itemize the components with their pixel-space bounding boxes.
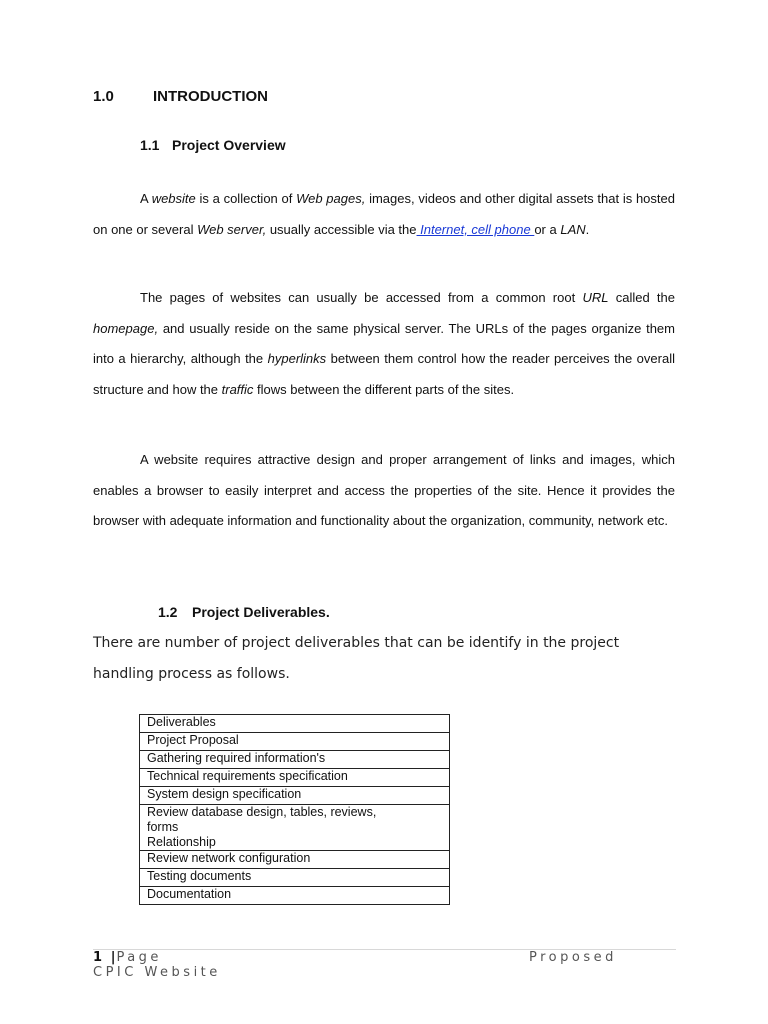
table-cell: Documentation (140, 887, 450, 905)
internet-cell-phone-link[interactable]: Internet, cell phone (416, 221, 535, 237)
subsection-number: 1.2 (158, 604, 178, 620)
table-row (140, 733, 450, 751)
table-cell-line: Review database design, tables, reviews, (147, 805, 377, 819)
deliverables-table (139, 714, 450, 905)
table-cell: System design specification (140, 787, 450, 805)
table-cell: Gathering required information's (140, 751, 450, 769)
subsection-heading-deliverables (158, 604, 330, 620)
table-header-row (140, 715, 450, 733)
table-row (140, 787, 450, 805)
table-cell: Testing documents (140, 869, 450, 887)
table-row (140, 887, 450, 905)
paragraph-website-pages: The pages of websites can usually be accessed from a common root URL called the homepage, and usually reside on the same physical server. The URLs of the pages organize them into a hierarchy, although the hyperlinks between them control how the reader perceives the overall structure and how the traffic flows between the different parts of the sites. (93, 290, 675, 397)
table-row (140, 769, 450, 787)
table-row (140, 751, 450, 769)
table-cell: Technical requirements specification (140, 769, 450, 787)
table-cell-line: forms (147, 820, 179, 834)
footer-title-right: Proposed (529, 950, 617, 965)
table-row (140, 869, 450, 887)
section-title: INTRODUCTION (153, 88, 268, 105)
subsection-heading-overview (140, 137, 286, 153)
subsection-title: Project Overview (172, 137, 286, 153)
paragraph-website-design: A website requires attractive design and proper arrangement of links and images, which enables a browser to easily interpret and access the properties of the site. Hence it provides the browser with adequate information and functionality about the organization, community, network etc. (93, 452, 675, 528)
subsection-title: Project Deliverables. (192, 604, 330, 620)
table-cell (140, 805, 450, 851)
table-row (140, 851, 450, 869)
table-cell: Deliverables (140, 715, 450, 733)
section-number: 1.0 (93, 88, 114, 105)
table-cell-line: Relationship (147, 835, 216, 849)
footer-page-number: 1 |Page (93, 950, 162, 965)
paragraph-website-definition: A website is a collection of Web pages, images, videos and other digital assets that is hosted on one or several Web server, usually accessible via the Internet, cell phone or a LAN. (93, 191, 675, 237)
table-cell: Project Proposal (140, 733, 450, 751)
deliverables-intro: There are number of project deliverables that can be identify in the project handling process as follows. (93, 635, 620, 682)
footer-title-second: CPIC Website (93, 965, 221, 980)
table-row (140, 805, 450, 851)
subsection-number: 1.1 (140, 137, 160, 153)
table-cell: Review network configuration (140, 851, 450, 869)
